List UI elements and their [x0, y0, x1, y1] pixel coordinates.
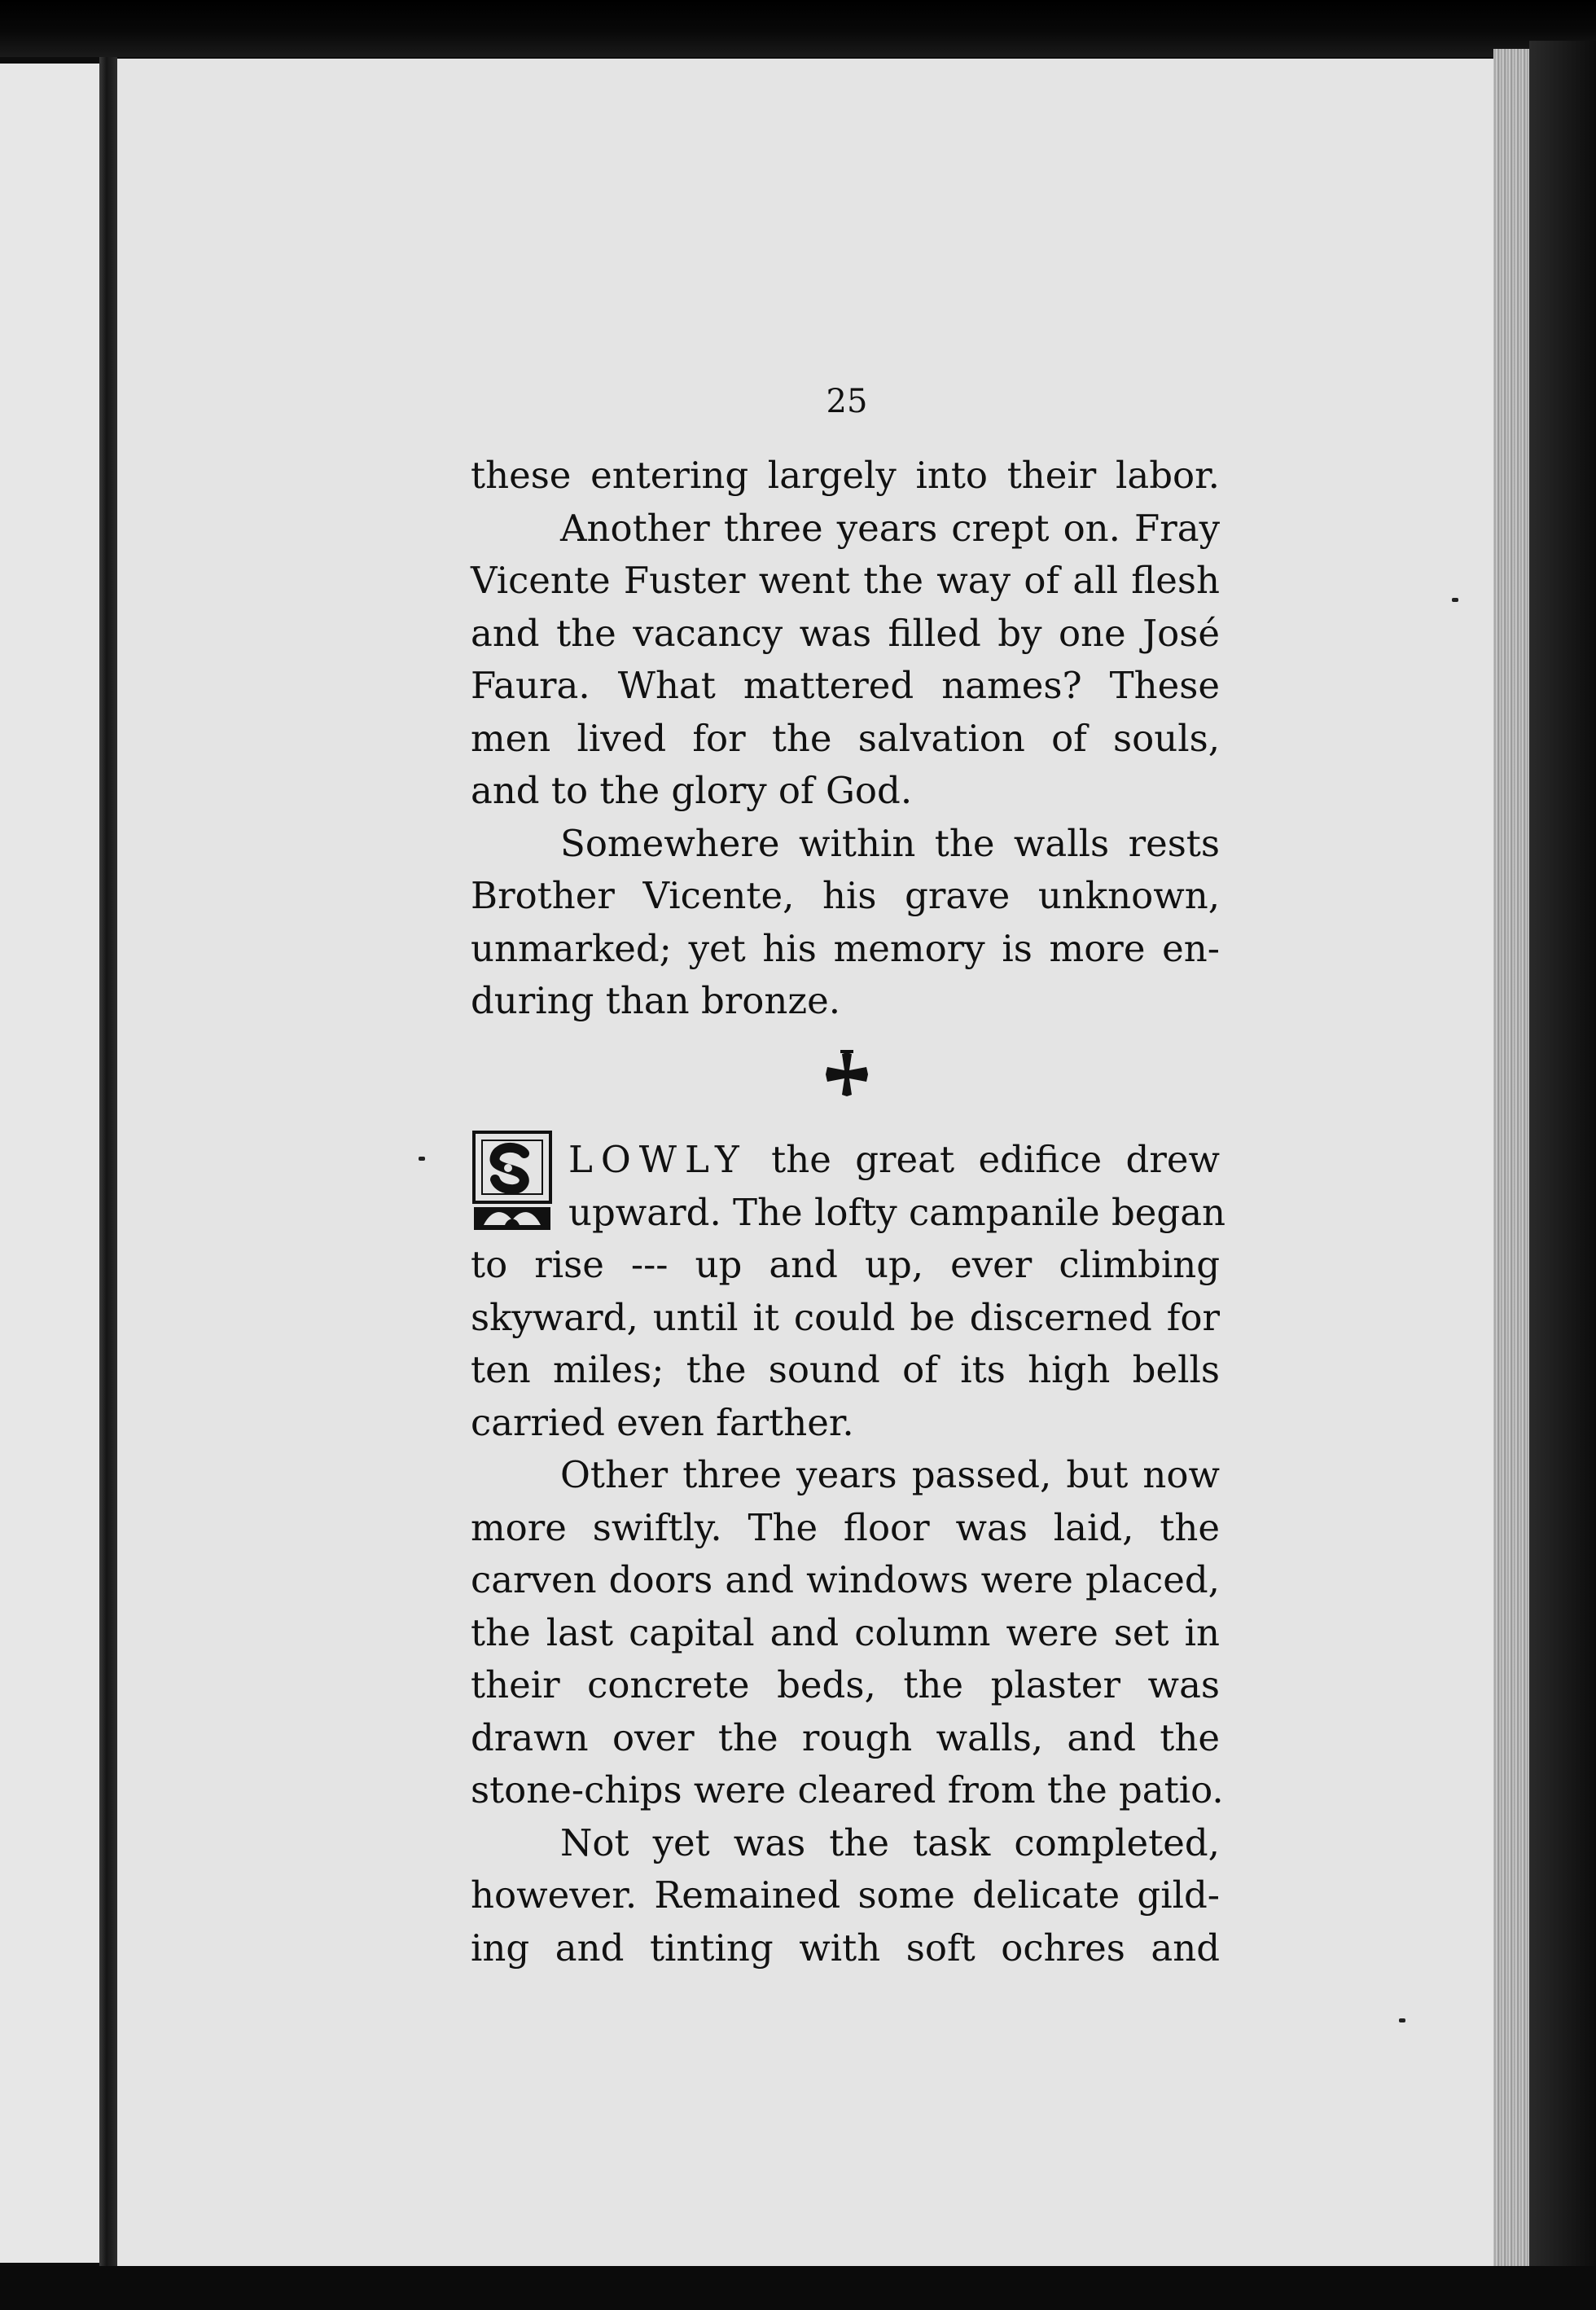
text-line: their concrete beds, the plaster was	[471, 1663, 1220, 1706]
text-line: ten miles; the sound of its high bells	[471, 1348, 1220, 1391]
paragraph-block-upper	[471, 450, 1220, 1028]
scan-bottom-border	[0, 2266, 1596, 2310]
paragraph-block-lower	[471, 1239, 1224, 1974]
text-line: unmarked; yet his memory is more en-	[471, 926, 1220, 970]
scan-right-border	[1529, 41, 1596, 2289]
text-line: Another three years crept on. Fray	[560, 506, 1220, 550]
text-line: and to the glory of God.	[471, 769, 913, 812]
text-line: drawn over the rough walls, and the	[471, 1715, 1220, 1759]
text-line: Vicente Fuster went the way of all flesh	[471, 559, 1220, 602]
cross-pattee-icon	[822, 1049, 871, 1100]
text-line: Not yet was the task completed,	[560, 1820, 1220, 1864]
page-number: 25	[826, 383, 868, 420]
text-line: stone-chips were cleared from the patio.	[471, 1768, 1224, 1812]
text-line: men lived for the salvation of souls,	[471, 716, 1220, 760]
text-line: Other three years passed, but now	[560, 1453, 1220, 1496]
ornamental-initial-s-icon	[472, 1131, 552, 1232]
text-line: LOWLY the great edifice drew	[568, 1138, 1220, 1181]
text-line: ing and tinting with soft ochres and	[471, 1926, 1220, 1970]
margin-speck	[1452, 598, 1458, 602]
text-line: more swiftly. The floor was laid, the	[471, 1505, 1220, 1549]
text-line: Brother Vicente, his grave unknown,	[471, 874, 1220, 917]
drop-cap-paragraph-lines	[568, 1134, 1226, 1239]
text-line: carried even farther.	[471, 1400, 854, 1444]
text-line: skyward, until it could be discerned for	[471, 1295, 1220, 1339]
margin-speck	[419, 1157, 425, 1161]
book-spine-shadow	[99, 57, 117, 2273]
text-line: to rise --- up and up, ever climbing	[471, 1243, 1220, 1286]
scan-top-border	[0, 0, 1596, 57]
text-line: however. Remained some delicate gild-	[471, 1873, 1220, 1917]
previous-page-edge	[0, 64, 99, 2263]
margin-speck	[1399, 2018, 1405, 2022]
text-line: these entering largely into their labor.	[471, 454, 1220, 497]
text-line: the last capital and column were set in	[471, 1610, 1220, 1654]
page-stack-edge	[1493, 49, 1529, 2281]
text-line: carven doors and windows were placed,	[471, 1558, 1220, 1601]
text-line: Somewhere within the walls rests	[560, 821, 1220, 865]
text-line: and the vacancy was filled by one José	[471, 611, 1220, 655]
text-line: Faura. What mattered names? These	[471, 664, 1220, 707]
text-line: during than bronze.	[471, 979, 840, 1022]
text-line: upward. The lofty campanile began	[568, 1190, 1226, 1234]
